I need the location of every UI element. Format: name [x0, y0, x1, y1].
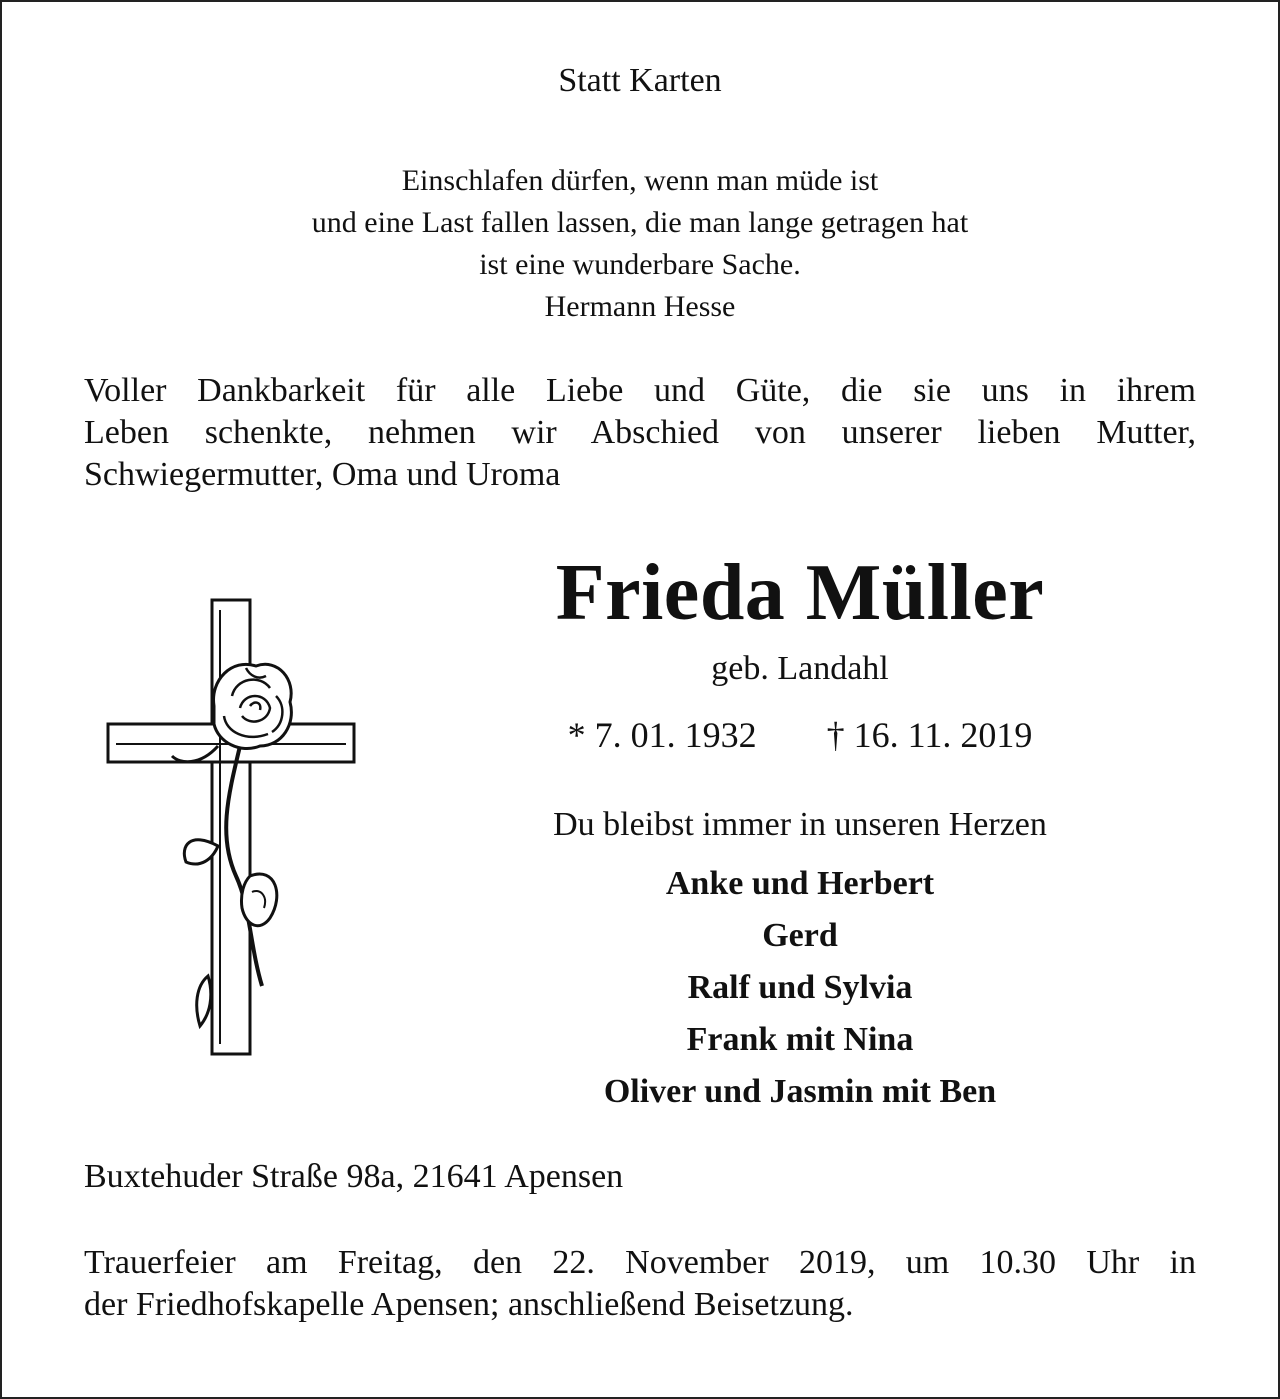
intro-line: Voller Dankbarkeit für alle Liebe und Güte, die sie uns in ihrem [84, 372, 1196, 409]
quote-block [0, 160, 1280, 328]
service-paragraph [84, 1242, 1196, 1326]
mourners-list [400, 858, 1200, 1118]
quote-line: Einschlafen dürfen, wenn man müde ist [401, 164, 879, 197]
service-line: Trauerfeier am Freitag, den 22. November 2019, um 10.30 Uhr in [84, 1244, 1196, 1281]
farewell-line: Du bleibst immer in unseren Herzen [553, 806, 1047, 843]
intro-line: Schwiegermutter, Oma und Uroma [84, 456, 561, 493]
maiden-name: geb. Landahl [711, 650, 889, 687]
mourner-entry: Ralf und Sylvia [687, 969, 913, 1006]
quote-author: Hermann Hesse [544, 290, 736, 323]
deceased-name: Frieda Müller [555, 549, 1045, 637]
intro-paragraph [84, 370, 1196, 496]
life-dates [420, 714, 1180, 756]
mourner-entry: Frank mit Nina [686, 1021, 914, 1058]
statt-karten-heading: Statt Karten [558, 62, 722, 99]
intro-line: Leben schenkte, nehmen wir Abschied von unserer lieben Mutter, [84, 414, 1196, 451]
mourner-entry: Oliver und Jasmin mit Ben [603, 1073, 997, 1110]
birth-date: * 7. 01. 1932 [567, 715, 757, 755]
cross-with-rose-icon [100, 596, 360, 1071]
address: Buxtehuder Straße 98a, 21641 Apensen [84, 1158, 624, 1195]
death-date: † 16. 11. 2019 [826, 715, 1033, 755]
mourner-entry: Gerd [762, 917, 838, 954]
quote-line: und eine Last fallen lassen, die man lange getragen hat [311, 206, 969, 239]
mourner-entry: Anke und Herbert [665, 865, 935, 902]
service-line: der Friedhofskapelle Apensen; anschließend Beisetzung. [84, 1286, 854, 1323]
quote-line: ist eine wunderbare Sache. [479, 248, 801, 281]
